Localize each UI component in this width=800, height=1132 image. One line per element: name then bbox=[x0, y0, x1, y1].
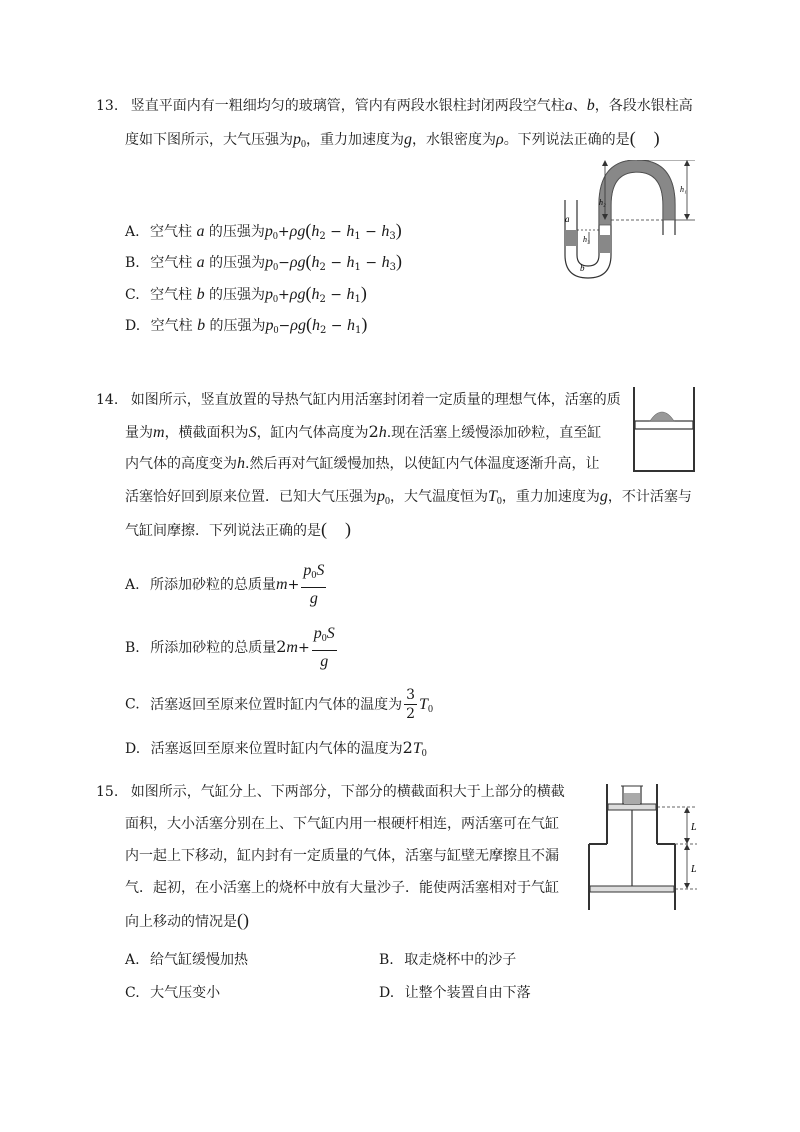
math-p0: $p_0$ bbox=[293, 131, 306, 150]
question-text: 如图所示，竖直放置的导热气缸内用活塞封闭着一定质量的理想气体，活塞的质 bbox=[130, 392, 621, 408]
question-text: 量为 bbox=[125, 425, 153, 441]
option-label: D. bbox=[125, 741, 141, 757]
question-text: ，重力加速度为 bbox=[501, 489, 600, 505]
question-text: 如图所示，气缸分上、下两部分，下部分的横截面积大于上部分的横截 bbox=[130, 784, 565, 800]
option-c[interactable] bbox=[125, 983, 220, 1003]
math-S: S bbox=[248, 424, 257, 441]
option-a[interactable] bbox=[125, 950, 248, 970]
label-h1: h₁ bbox=[680, 185, 687, 194]
question-text: 。下列说法正确的是 bbox=[503, 132, 630, 148]
option-expr: m+ $\frac{p_0S}{g}$ bbox=[276, 562, 325, 607]
label-h3: h₃ bbox=[583, 235, 590, 244]
separator: 、 bbox=[572, 98, 587, 114]
math-p0: $p_0$ bbox=[377, 488, 390, 507]
question-text: ，水银密度为 bbox=[412, 132, 496, 148]
question-text: 面积，大小活塞分别在上、下气缸内用一根硬杆相连，两活塞可在气缸 bbox=[125, 816, 559, 832]
question-text: 活塞恰好回到原来位置．已知大气压强为 bbox=[125, 489, 377, 505]
label-L-upper: L bbox=[691, 822, 697, 833]
question-text: 气缸间摩擦．下列说法正确的是 bbox=[125, 523, 321, 539]
option-label: A. bbox=[125, 952, 140, 968]
question-text: ，重力加速度为 bbox=[306, 132, 404, 148]
option-label: C. bbox=[125, 696, 140, 713]
option-expr: $\frac{3}{2}$ $T_0$ bbox=[406, 687, 433, 722]
option-text: 所添加砂粒的总质量 bbox=[150, 577, 277, 593]
option-text: 空气柱 b 的压强为$p_0-\rho g(h_2 - h_1)$ bbox=[150, 314, 368, 336]
math-T0: $T_0$ bbox=[488, 488, 502, 507]
option-label: B. bbox=[379, 952, 394, 968]
question-text: 内气体的高度变为 bbox=[125, 456, 237, 472]
option-label: D. bbox=[125, 318, 141, 334]
option-text: 活塞返回至原来位置时缸内气体的温度为 bbox=[150, 696, 403, 713]
math-m: m bbox=[153, 424, 165, 441]
option-b[interactable] bbox=[379, 950, 516, 970]
option-text: 空气柱 a 的压强为$p_0-\rho g(h_2 - h_1 - h_3)$ bbox=[150, 251, 402, 273]
option-c[interactable] bbox=[125, 686, 433, 723]
stepped-cylinder-figure bbox=[585, 778, 710, 913]
option-a[interactable] bbox=[125, 560, 328, 610]
label-h2: h₂ bbox=[599, 198, 606, 207]
option-d[interactable] bbox=[379, 983, 531, 1003]
option-text: 让整个装置自由下落 bbox=[404, 985, 531, 1001]
question-text: ，大气温度恒为 bbox=[390, 489, 488, 505]
option-d[interactable] bbox=[125, 738, 427, 764]
option-text: 大气压变小 bbox=[150, 985, 221, 1001]
question-text: 向上移动的情况是 bbox=[125, 914, 237, 930]
label-b: b bbox=[580, 263, 585, 273]
question-number: 15. bbox=[96, 784, 119, 800]
variable-a: a bbox=[564, 97, 573, 114]
option-label: C. bbox=[125, 287, 140, 303]
option-c[interactable] bbox=[125, 283, 367, 310]
option-label: B. bbox=[125, 255, 140, 271]
question-text: ，缸内气体高度为 bbox=[256, 425, 369, 441]
math-2h: 2h bbox=[368, 422, 387, 441]
option-text: 给气缸缓慢加热 bbox=[150, 952, 249, 968]
question-text: 气．起初，在小活塞上的烧杯中放有大量沙子．能使两活塞相对于气缸 bbox=[125, 880, 559, 896]
question-number: 14. bbox=[96, 392, 119, 408]
question-text: 度如下图所示，大气压强为 bbox=[125, 132, 293, 148]
answer-blank[interactable]: () bbox=[237, 910, 249, 930]
answer-blank[interactable]: ( ) bbox=[629, 128, 660, 148]
question-text: 竖直平面内有一粗细均匀的玻璃管，管内有两段水银柱封闭两段空气柱 bbox=[130, 98, 565, 114]
answer-blank[interactable]: ( ) bbox=[321, 519, 351, 539]
option-label: A. bbox=[125, 224, 140, 240]
variable-b: b bbox=[586, 97, 595, 114]
question-text: 内一起上下移动，缸内封有一定质量的气体，活塞与缸壁无摩擦且不漏 bbox=[125, 848, 559, 864]
question-number: 13. bbox=[96, 98, 119, 114]
option-b[interactable] bbox=[125, 623, 339, 673]
math-g: g bbox=[599, 488, 608, 505]
option-text: 空气柱 a 的压强为$p_0+\rho g(h_2 - h_1 - h_3)$ bbox=[150, 220, 402, 242]
math-rho: ρ bbox=[496, 131, 504, 148]
option-expr: $2T_0$ bbox=[402, 738, 427, 759]
question-text: ，各段水银柱高 bbox=[594, 98, 693, 114]
option-expr: 2m+ $\frac{p_0S}{g}$ bbox=[276, 625, 335, 670]
question-text: ，不计活塞与 bbox=[607, 489, 692, 505]
option-a[interactable] bbox=[125, 220, 402, 247]
cylinder-piston-figure bbox=[630, 385, 700, 475]
question-text: .现在活塞上缓慢添加砂粒，直至缸 bbox=[386, 425, 602, 441]
math-g: g bbox=[404, 131, 412, 148]
option-text: 活塞返回至原来位置时缸内气体的温度为 bbox=[150, 741, 403, 757]
question-text: ，横截面积为 bbox=[164, 425, 249, 441]
option-b[interactable] bbox=[125, 251, 402, 278]
option-label: A. bbox=[125, 577, 140, 593]
option-label: B. bbox=[125, 640, 140, 656]
label-L-lower: L bbox=[691, 864, 697, 875]
option-label: C. bbox=[125, 985, 140, 1001]
j-tube-figure bbox=[555, 160, 705, 285]
question-text: .然后再对气缸缓慢加热，以使缸内气体温度逐渐升高，让 bbox=[245, 456, 600, 472]
option-d[interactable] bbox=[125, 314, 367, 341]
option-text: 空气柱 b 的压强为$p_0+\rho g(h_2 - h_1)$ bbox=[150, 283, 367, 305]
math-h: h bbox=[237, 455, 245, 472]
label-a: a bbox=[565, 214, 570, 224]
option-text: 所添加砂粒的总质量 bbox=[150, 640, 277, 656]
option-text: 取走烧杯中的沙子 bbox=[404, 952, 517, 968]
option-label: D. bbox=[379, 985, 395, 1001]
